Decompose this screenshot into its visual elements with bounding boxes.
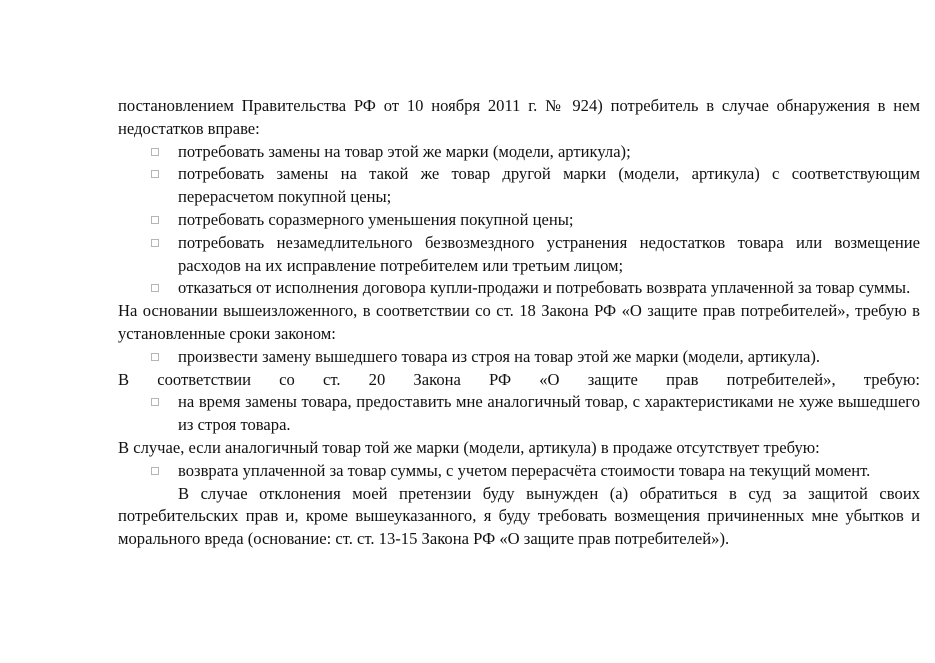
bullet-list — [118, 141, 920, 301]
paragraph: В случае, если аналогичный товар той же марки (модели, артикула) в продаже отсутствует требую: — [118, 437, 820, 457]
list-item — [118, 232, 920, 278]
list-item-text: потребовать незамедлительного безвозмездного устранения недостатков товара или возмещение расходов на их исправление потребителем или третьим лицом; — [178, 232, 920, 275]
paragraph: В соответствии со ст. 20 Закона РФ «О защите прав потребителей», требую: — [118, 369, 920, 389]
paragraph: В случае отклонения моей претензии буду вынужден (а) обратиться в суд за защитой своих потребительских прав и, кроме вышеуказанного, я буду требовать возмещения причиненных мне убытков и морального вреда (основание: ст. ст. 13-15 Закона РФ «О защите прав потребителей»). — [118, 483, 920, 549]
checkbox-bullet-icon — [151, 216, 159, 224]
checkbox-bullet-icon — [151, 398, 159, 406]
bullet-list — [118, 346, 920, 369]
list-item — [118, 391, 920, 437]
bullet-list — [118, 460, 920, 483]
list-item-text: потребовать замены на такой же товар другой марки (модели, артикула) с соответствующим перерасчетом покупной цены; — [178, 164, 920, 207]
list-item — [118, 346, 920, 369]
checkbox-bullet-icon — [151, 353, 159, 361]
list-item — [118, 163, 920, 209]
list-item — [118, 277, 920, 300]
checkbox-bullet-icon — [151, 239, 159, 247]
list-item-text: на время замены товара, предоставить мне аналогичный товар, с характеристиками не хуже вышедшего из строя товара. — [178, 392, 920, 435]
list-item — [118, 460, 920, 483]
checkbox-bullet-icon — [151, 284, 159, 292]
checkbox-bullet-icon — [151, 148, 159, 156]
paragraph: постановлением Правительства РФ от 10 ноября 2011 г. № 924) потребитель в случае обнаружения в нем недостатков вправе: — [118, 96, 920, 138]
list-item — [118, 209, 920, 232]
document-page — [118, 95, 920, 551]
list-item — [118, 141, 920, 164]
paragraph: На основании вышеизложенного, в соответствии со ст. 18 Закона РФ «О защите прав потребителей», требую в установленные сроки законом: — [118, 301, 920, 343]
list-item-text: отказаться от исполнения договора купли-продажи и потребовать возврата уплаченной за товар суммы. — [178, 278, 911, 298]
checkbox-bullet-icon — [151, 170, 159, 178]
bullet-list — [118, 391, 920, 437]
list-item-text: возврата уплаченной за товар суммы, с учетом перерасчёта стоимости товара на текущий момент. — [178, 460, 871, 480]
checkbox-bullet-icon — [151, 467, 159, 475]
list-item-text: потребовать соразмерного уменьшения покупной цены; — [178, 209, 574, 229]
list-item-text: потребовать замены на товар этой же марки (модели, артикула); — [178, 141, 631, 161]
list-item-text: произвести замену вышедшего товара из строя на товар этой же марки (модели, артикула). — [178, 346, 821, 366]
